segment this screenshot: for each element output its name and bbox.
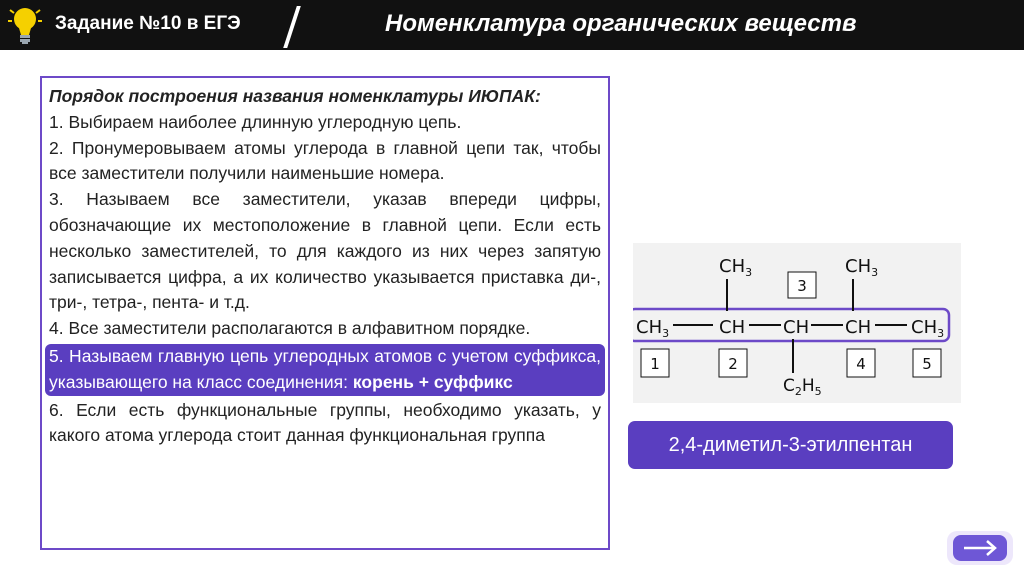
compound-name: 2,4-диметил-3-этилпентан bbox=[628, 421, 953, 469]
rule-item-2: 2. Пронумеровываем атомы углерода в главной цепи так, чтобы все заместители получили наименьшие номера. bbox=[49, 137, 601, 184]
number-1: 1 bbox=[650, 355, 660, 373]
rule-item-5-bold: корень + суффикс bbox=[352, 371, 513, 392]
chain-atom-5: $CH_3$ bbox=[911, 317, 945, 340]
header-bar bbox=[0, 0, 1024, 50]
rule-item-5-text: 5. Называем главную цепь углеродных атомов с учетом суффикса, указывающего на класс соединения: bbox=[49, 345, 601, 392]
rules-box bbox=[40, 76, 610, 550]
next-slide-button[interactable] bbox=[947, 531, 1013, 565]
structural-formula-panel bbox=[633, 243, 961, 403]
chain-atom-1: $CH_3$ bbox=[636, 317, 670, 340]
rule-item-5 bbox=[45, 344, 605, 396]
methyl-group-left: $CH_3$ bbox=[719, 256, 753, 279]
chain-atom-3: CH bbox=[783, 317, 810, 338]
arrow-right-icon bbox=[953, 535, 1007, 561]
number-2: 2 bbox=[728, 355, 738, 373]
structural-formula bbox=[633, 243, 961, 403]
page-title: Номенклатура органических веществ bbox=[385, 10, 857, 37]
number-5: 5 bbox=[922, 355, 932, 373]
rule-item-3: 3. Называем все заместители, указав впереди цифры, обозначающие их местоположение в главной цепи. Если есть несколько заместителей, то для каждого из них через запятую записывается цифра, а их количество указывается приставка ди-, три-, тетра-, пента- и т.д. bbox=[49, 189, 601, 313]
rule-item-6: 6. Если есть функциональные группы, необходимо указать, у какого атома углерода стоит данная функциональная группа bbox=[49, 399, 601, 446]
header-divider bbox=[283, 6, 301, 48]
lightbulb-icon bbox=[8, 4, 42, 46]
rule-item-4: 4. Все заместители располагаются в алфавитном порядке. bbox=[49, 318, 531, 339]
chain-atom-2: CH bbox=[719, 317, 746, 338]
rules-heading: Порядок построения названия номенклатуры ИЮПАК: bbox=[49, 86, 541, 106]
ethyl-group: $C_2H_5$ bbox=[783, 376, 822, 398]
task-title: Задание №10 в ЕГЭ bbox=[55, 13, 241, 34]
rule-item-1: 1. Выбираем наиболее длинную углеродную цепь. bbox=[49, 111, 462, 132]
methyl-group-right: $CH_3$ bbox=[845, 256, 879, 279]
number-4: 4 bbox=[856, 355, 866, 373]
next-button-face[interactable] bbox=[953, 535, 1007, 561]
chain-atom-4: CH bbox=[845, 317, 872, 338]
number-3: 3 bbox=[797, 277, 807, 295]
